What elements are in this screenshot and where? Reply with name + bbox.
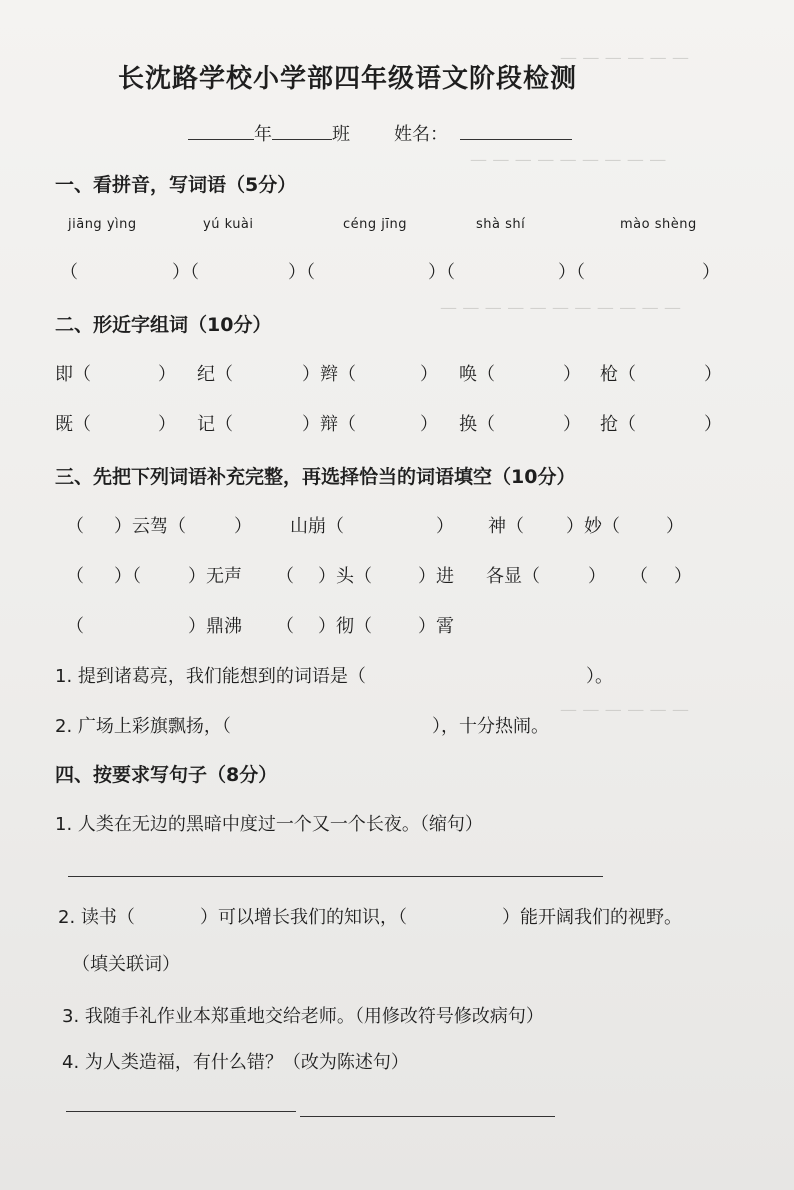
question-4-2-part-a: 2. 读书（	[58, 907, 135, 928]
class-blank[interactable]	[272, 138, 332, 140]
question-3-2-end: ），十分热闹。	[432, 716, 549, 737]
idiom-blank[interactable]: （	[66, 516, 84, 537]
char-item[interactable]: ）辫（	[302, 364, 356, 385]
pinyin-2: yú kuài	[203, 217, 254, 232]
answer-bracket[interactable]: ）（	[172, 262, 199, 283]
char-item[interactable]: 换（	[459, 414, 495, 435]
char-item[interactable]: 纪（	[197, 364, 233, 385]
answer-line[interactable]	[68, 876, 603, 877]
char-item[interactable]: ）	[158, 414, 176, 435]
question-4-2-part-b: ）可以增长我们的知识，（	[200, 907, 407, 928]
idiom-blank[interactable]: ）	[436, 516, 454, 537]
idiom-blank[interactable]: （	[66, 616, 84, 637]
idiom-blank[interactable]: ）	[674, 566, 692, 587]
idiom-blank[interactable]: ）霄	[418, 616, 454, 637]
idiom-blank[interactable]: 神（	[488, 516, 524, 537]
idiom-blank[interactable]: ）进	[418, 566, 454, 587]
bleed-through: — — — — — — — — — — —	[440, 298, 682, 318]
idiom-blank[interactable]: ）妙（	[566, 516, 620, 537]
question-4-2-part-c: ）能开阔我们的视野。	[502, 907, 682, 928]
char-item[interactable]: ）	[704, 414, 722, 435]
section-3-heading: 三、先把下列词语补充完整，再选择恰当的词语填空（10分）	[55, 466, 576, 488]
idiom-blank[interactable]: （	[66, 566, 84, 587]
answer-bracket[interactable]: ）（	[558, 262, 585, 283]
answer-bracket[interactable]: （	[60, 262, 78, 283]
year-label: 年	[254, 124, 272, 145]
pinyin-5: mào shèng	[620, 217, 697, 232]
bleed-through: — — — — — —	[560, 700, 690, 720]
idiom-blank[interactable]: （	[630, 566, 648, 587]
question-3-2: 2. 广场上彩旗飘扬，（	[55, 716, 231, 737]
name-label: 姓名：	[394, 124, 448, 145]
question-4-3: 3. 我随手礼作业本郑重地交给老师。（用修改符号修改病句）	[62, 1006, 544, 1027]
question-3-1-end: ）。	[586, 666, 613, 687]
idiom-blank[interactable]: （	[276, 566, 294, 587]
char-item[interactable]: ）辩（	[302, 414, 356, 435]
page-title: 长沈路学校小学部四年级语文阶段检测	[118, 64, 578, 94]
char-item[interactable]: 唤（	[459, 364, 495, 385]
answer-bracket[interactable]: ）（	[428, 262, 455, 283]
question-4-2-note: （填关联词）	[72, 954, 180, 975]
student-info	[188, 120, 572, 146]
answer-line[interactable]	[300, 1116, 555, 1117]
question-3-1: 1. 提到诸葛亮，我们能想到的词语是（	[55, 666, 366, 687]
question-4-4: 4. 为人类造福，有什么错？（改为陈述句）	[62, 1052, 409, 1073]
pinyin-1: jiāng yìng	[68, 217, 137, 232]
idiom-blank[interactable]: ）	[234, 516, 252, 537]
bleed-through: — — — — — —	[560, 48, 690, 68]
char-item[interactable]: 抢（	[600, 414, 636, 435]
year-blank[interactable]	[188, 138, 254, 140]
idiom-blank[interactable]: ）无声	[188, 566, 242, 587]
bleed-through: — — — — — — — — —	[470, 150, 667, 170]
name-blank[interactable]	[460, 138, 572, 140]
section-1-heading: 一、看拼音，写词语（5分）	[55, 174, 297, 196]
char-item[interactable]: ）	[158, 364, 176, 385]
char-item[interactable]: 既（	[55, 414, 91, 435]
char-item[interactable]: 枪（	[600, 364, 636, 385]
answer-bracket[interactable]: ）（	[288, 262, 315, 283]
idiom-blank[interactable]: ）（	[114, 566, 141, 587]
char-item[interactable]: 记（	[197, 414, 233, 435]
idiom-blank[interactable]: ）云驾（	[114, 516, 186, 537]
char-item[interactable]: ）	[704, 364, 722, 385]
idiom-blank[interactable]: （	[276, 616, 294, 637]
answer-line[interactable]	[66, 1111, 296, 1112]
class-label: 班	[332, 124, 350, 145]
idiom-blank[interactable]: ）彻（	[318, 616, 372, 637]
char-item[interactable]: ）	[420, 414, 438, 435]
pinyin-3: céng jīng	[343, 217, 407, 232]
idiom-blank[interactable]: ）头（	[318, 566, 372, 587]
char-item[interactable]: 即（	[55, 364, 91, 385]
question-4-1: 1. 人类在无边的黑暗中度过一个又一个长夜。（缩句）	[55, 814, 483, 835]
idiom-blank[interactable]: ）鼎沸	[188, 616, 242, 637]
idiom-blank[interactable]: ）	[588, 566, 606, 587]
section-4-heading: 四、按要求写句子（8分）	[55, 764, 278, 786]
char-item[interactable]: ）	[563, 364, 581, 385]
idiom-blank[interactable]: 山崩（	[290, 516, 344, 537]
pinyin-4: shà shí	[476, 217, 526, 232]
answer-bracket[interactable]: ）	[702, 262, 720, 283]
section-2-heading: 二、形近字组词（10分）	[55, 314, 272, 336]
char-item[interactable]: ）	[420, 364, 438, 385]
char-item[interactable]: ）	[563, 414, 581, 435]
idiom-blank[interactable]: ）	[666, 516, 684, 537]
idiom-blank[interactable]: 各显（	[486, 566, 540, 587]
